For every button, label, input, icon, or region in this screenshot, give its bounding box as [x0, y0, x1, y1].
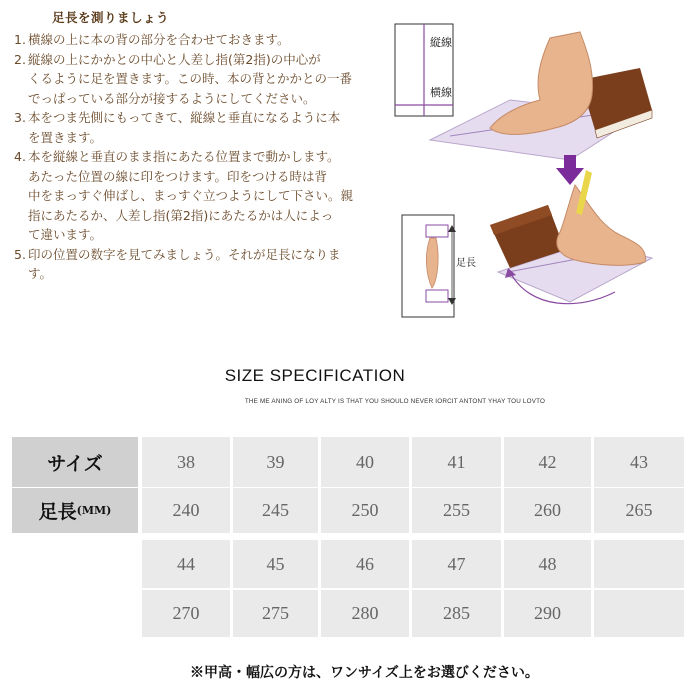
length-cell-empty [594, 590, 684, 637]
size-cell: 45 [233, 540, 318, 588]
horizontal-line-label: 横線 [430, 86, 452, 99]
instructions-title: 足長を測りましょう [52, 10, 170, 25]
instruction-step-2: 2. 縦線の上にかかとの中心と人差し指(第2指)の中心が くるように足を置きます。この時、本の背とかかとの一番 でっぱっている部分が接するようにしてください。 [14, 51, 353, 106]
instruction-step-4: 4. 本を縦線と垂直のまま指にあたる位置まで動かします。 あたった位置の線に印をつけます。印をつける時は背 中をまっすぐ伸ばし、まっすぐ立つようにして下さい。親 指にあたるか、人差し指(第2指)にあたるかは人によっ て違います。 [14, 149, 354, 242]
length-cell: 245 [233, 488, 318, 533]
size-cell: 44 [142, 540, 230, 588]
foot-length-label: 足長 [456, 258, 476, 269]
size-cell: 42 [504, 437, 591, 487]
size-cell: 38 [142, 437, 230, 487]
length-cell: 270 [142, 590, 230, 637]
instruction-step-1: 1. 横線の上に本の背の部分を合わせておきます。 [14, 32, 290, 47]
size-header: サイズ [12, 437, 138, 487]
measurement-illustration [390, 10, 690, 320]
lines-diagram-top [395, 24, 453, 116]
size-cell: 46 [321, 540, 409, 588]
size-spec-subtitle: THE ME ANING OF LOY ALTY IS THAT YOU SHOULO NEVER IORCIT ANTONT YHAY TOU LOVTO [244, 398, 546, 405]
length-cell: 255 [412, 488, 501, 533]
foot-measure-diagram [390, 10, 690, 320]
instructions-list [14, 30, 384, 284]
length-cell: 280 [321, 590, 409, 637]
size-cell: 41 [412, 437, 501, 487]
size-cell: 40 [321, 437, 409, 487]
lines-diagram-bottom [402, 215, 476, 317]
length-cell: 250 [321, 488, 409, 533]
length-cell: 260 [504, 488, 591, 533]
size-spec-title: SIZE SPECIFICATION [224, 366, 406, 385]
length-cell: 265 [594, 488, 684, 533]
measure-instructions [14, 8, 384, 284]
size-note: ※甲高・幅広の方は、ワンサイズ上をお選びください。 [190, 665, 539, 681]
size-cell: 39 [233, 437, 318, 487]
length-cell: 285 [412, 590, 501, 637]
down-arrow-icon [556, 155, 584, 185]
length-cell: 275 [233, 590, 318, 637]
foot-on-paper-top [430, 32, 652, 160]
length-cell: 290 [504, 590, 591, 637]
vertical-line-label: 縦線 [430, 36, 452, 49]
foot-on-paper-bottom [490, 170, 652, 304]
instruction-step-5: 5. 印の位置の数字を見てみましょう。それが足長になりま す。 [14, 246, 341, 281]
size-cell-empty [594, 540, 684, 588]
length-cell: 240 [142, 488, 230, 533]
size-cell: 43 [594, 437, 684, 487]
foot-length-header: 足長 (MM) [12, 488, 138, 533]
size-cell: 47 [412, 540, 501, 588]
instruction-step-3: 3. 本をつま先側にもってきて、縦線と垂直になるように本 を置きます。 [14, 110, 341, 145]
size-cell: 48 [504, 540, 591, 588]
